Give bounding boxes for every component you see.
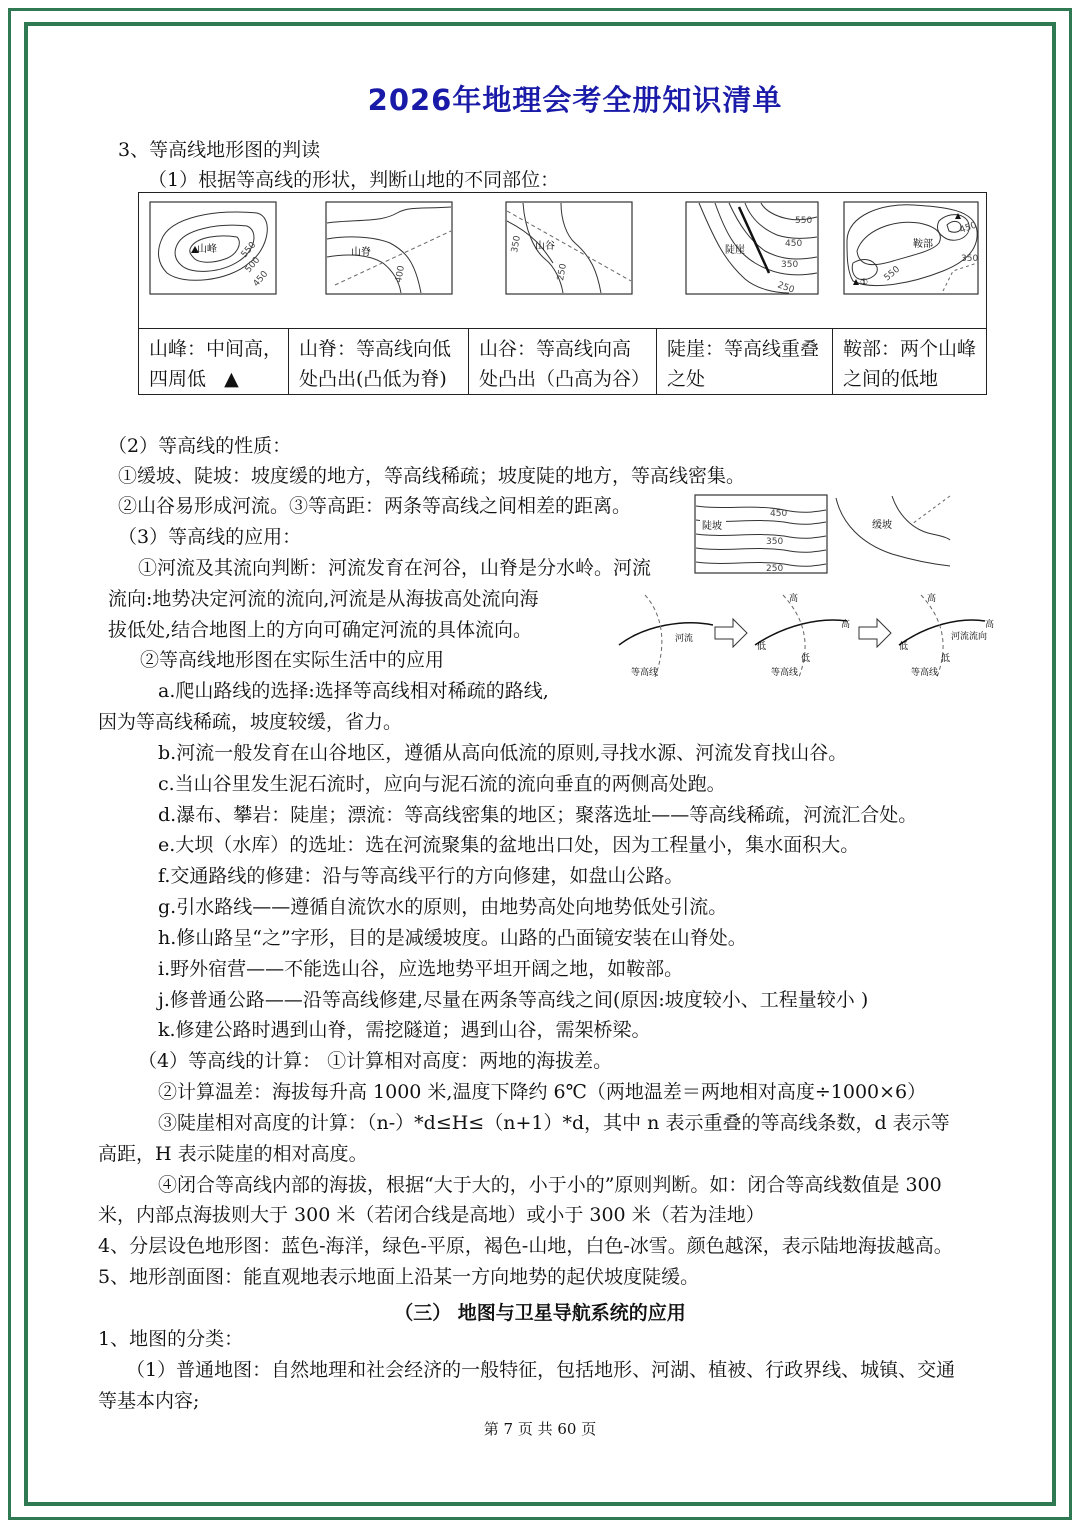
text-line-4: （3）等高线的应用：	[118, 526, 302, 548]
text-line-2: ①缓坡、陡坡：坡度缓的地方，等高线稀疏；坡度陡的地方，等高线密集。	[118, 465, 746, 487]
text-line-10: 因为等高线稀疏，坡度较缓，省力。	[98, 711, 403, 733]
text-line-30: （1）普通地图：自然地理和社会经济的一般特征，包括地形、河湖、植被、行政界线、城镇、交通	[126, 1359, 956, 1381]
ridge-label: 山脊	[351, 247, 371, 258]
text-line-14: e.大坝（水库）的选址：选在河流聚集的盆地出口处，因为工程量小，集水面积大。	[158, 834, 860, 856]
text-line-3: ②山谷易形成河流。③等高距：两条等高线之间相差的距离。	[118, 495, 632, 517]
text-line-7: 拔低处,结合地图上的方向可确定河流的具体流向。	[108, 619, 533, 641]
section-heading-contour: 3、等高线地形图的判读	[118, 139, 321, 161]
saddle-label: 鞍部	[913, 239, 933, 250]
saddle-peak-icon	[955, 213, 961, 219]
saddle-contour-550: 550	[882, 264, 903, 284]
text-line-25: ④闭合等高线内部的海拔，根据“大于大的，小于小的”原则判断。如：闭合等高线数值是 300	[158, 1174, 942, 1196]
peak-contour-450: 450	[251, 269, 271, 289]
cell-ridge-line2: 处凸出(凸低为脊)	[299, 368, 447, 390]
text-line-23: ③陡崖相对高度的计算：（n-）*d≤H≤（n+1）*d，其中 n 表示重叠的等高线条数，d 表示等	[158, 1112, 950, 1134]
text-line-19: j.修普通公路——沿等高线修建,尽量在两条等高线之间(原因:坡度较小、工程量较小 )	[158, 989, 869, 1011]
cliff-contour-250: 250	[775, 280, 796, 296]
low-label-3: 低	[899, 642, 909, 652]
text-line-17: h.修山路呈“之”字形，目的是减缓坡度。山路的凸面镜安装在山脊处。	[158, 927, 747, 949]
cliff-label: 陡崖	[725, 245, 745, 256]
cliff-contour-350: 350	[781, 260, 799, 270]
cell-valley	[469, 328, 657, 394]
gentle-slope-diagram	[832, 494, 952, 574]
contour-figure-table	[138, 192, 987, 395]
low-label-1: 低	[757, 642, 767, 652]
cell-valley-line2: 处凸出（凸高为谷）	[479, 368, 651, 390]
cliff-diagram	[685, 201, 821, 297]
cell-peak-line1: 山峰：中间高，	[149, 338, 283, 360]
valley-contour-250: 250	[556, 262, 569, 282]
cell-cliff-line2: 之处	[667, 368, 706, 390]
steep-contour-450: 450	[770, 509, 788, 519]
cell-saddle-line2: 之间的低地	[843, 368, 939, 390]
contour-label-2: 等高线	[771, 668, 799, 678]
high-label-4: 高	[985, 620, 995, 630]
text-line-12: c.当山谷里发生泥石流时，应向与泥石流的流向垂直的两侧高处跑。	[158, 773, 726, 795]
text-line-15: f.交通路线的修建：沿与等高线平行的方向修建，如盘山公路。	[158, 865, 684, 887]
cell-peak	[139, 328, 289, 394]
peak-diagram	[149, 201, 279, 297]
peak-label: 山峰	[197, 244, 217, 255]
section-title-maps: （三） 地图与卫星导航系统的应用	[394, 1302, 686, 1324]
page-footer: 第 7 页 共 60 页	[483, 1420, 597, 1438]
cell-cliff-line1: 陡崖：等高线重叠	[667, 338, 820, 360]
contour-label-3: 等高线	[911, 668, 939, 678]
ridge-contour-400: 400	[394, 264, 407, 284]
cell-saddle	[833, 328, 986, 394]
subsection-1: （1）根据等高线的形状，判断山地的不同部位：	[148, 169, 560, 191]
text-line-6: 流向:地势决定河流的流向,河流是从海拔高处流向海	[108, 588, 539, 610]
document-title: 2026年地理会考全册知识清单	[367, 83, 783, 117]
text-line-28: 5、地形剖面图：能直观地表示地面上沿某一方向地势的起伏坡度陡缓。	[98, 1266, 700, 1288]
text-line-11: b.河流一般发育在山谷地区，遵循从高向低流的原则,寻找水源、河流发育找山谷。	[158, 742, 848, 764]
high-label-1: 高	[789, 594, 799, 604]
contour-figure-row	[139, 193, 986, 329]
flow-label: 河流流向	[951, 632, 988, 642]
cell-cliff	[657, 328, 833, 394]
cliff-contour-450: 450	[785, 239, 803, 249]
text-line-31: 等基本内容;	[98, 1390, 200, 1412]
gentle-slope-label: 缓坡	[872, 520, 892, 531]
text-line-16: g.引水路线——遵循自流饮水的原则，由地势高处向地势低处引流。	[158, 896, 728, 918]
text-line-13: d.瀑布、攀岩：陡崖；漂流：等高线密集的地区；聚落选址——等高线稀疏，河流汇合处。	[158, 804, 918, 826]
saddle-diagram	[843, 201, 981, 297]
text-line-21: （4）等高线的计算： ①计算相对高度：两地的海拔差。	[138, 1050, 613, 1072]
text-line-20: k.修建公路时遇到山脊，需挖隧道；遇到山谷，需架桥梁。	[158, 1019, 651, 1041]
cell-ridge-line1: 山脊：等高线向低	[299, 338, 452, 360]
saddle-contour-450: 450	[958, 220, 979, 236]
saddle-contour-350: 350	[961, 254, 979, 264]
high-label-2: 高	[841, 620, 851, 630]
low-label-4: 低	[941, 654, 951, 664]
cell-saddle-line1: 鞍部：两个山峰	[843, 338, 977, 360]
text-line-26: 米，内部点海拔则大于 300 米（若闭合线是高地）或小于 300 米（若为洼地）	[98, 1204, 765, 1226]
valley-label: 山谷	[535, 241, 555, 252]
peak-symbol-icon: ▲	[224, 368, 239, 390]
cell-peak-line2: 四周低	[149, 368, 207, 390]
steep-slope-diagram	[694, 494, 828, 574]
text-line-22: ②计算温差：海拔每升高 1000 米,温度下降约 6℃（两地温差＝两地相对高度÷1000×6）	[158, 1081, 927, 1103]
text-line-24: 高距，H 表示陡崖的相对高度。	[98, 1143, 368, 1165]
ridge-diagram	[325, 201, 455, 297]
peak-contour-550: 550	[239, 240, 259, 260]
river-flow-diagram	[615, 585, 1005, 685]
saddle-point-icon	[853, 279, 859, 285]
low-label-2: 低	[801, 654, 811, 664]
peak-contour-500: 500	[243, 255, 263, 275]
text-line-5: ①河流及其流向判断：河流发育在河谷，山脊是分水岭。河流	[138, 557, 652, 579]
high-label-3: 高	[927, 594, 937, 604]
text-line-8: ②等高线地形图在实际生活中的应用	[140, 649, 445, 671]
contour-label-1: 等高线	[631, 668, 659, 678]
valley-diagram	[505, 201, 635, 297]
text-line-27: 4、分层设色地形图：蓝色-海洋，绿色-平原，褐色-山地，白色-冰雪。颜色越深，表示陆地海拔越高。	[98, 1235, 953, 1257]
cliff-contour-550: 550	[795, 216, 813, 226]
cell-valley-line1: 山谷：等高线向高	[479, 338, 632, 360]
cell-ridge	[289, 328, 469, 394]
text-line-9: a.爬山路线的选择:选择等高线相对稀疏的路线,	[158, 680, 549, 702]
valley-contour-350: 350	[510, 234, 523, 254]
steep-contour-350: 350	[766, 537, 784, 547]
river-label: 河流	[675, 634, 694, 644]
text-line-29: 1、地图的分类：	[98, 1328, 244, 1350]
steep-slope-label: 陡坡	[702, 521, 722, 532]
steep-contour-250: 250	[766, 564, 784, 574]
saddle-marker: ①	[860, 278, 869, 288]
text-line-18: i.野外宿营——不能选山谷，应选地势平坦开阔之地，如鞍部。	[158, 958, 684, 980]
text-line-1: （2）等高线的性质：	[108, 435, 292, 457]
